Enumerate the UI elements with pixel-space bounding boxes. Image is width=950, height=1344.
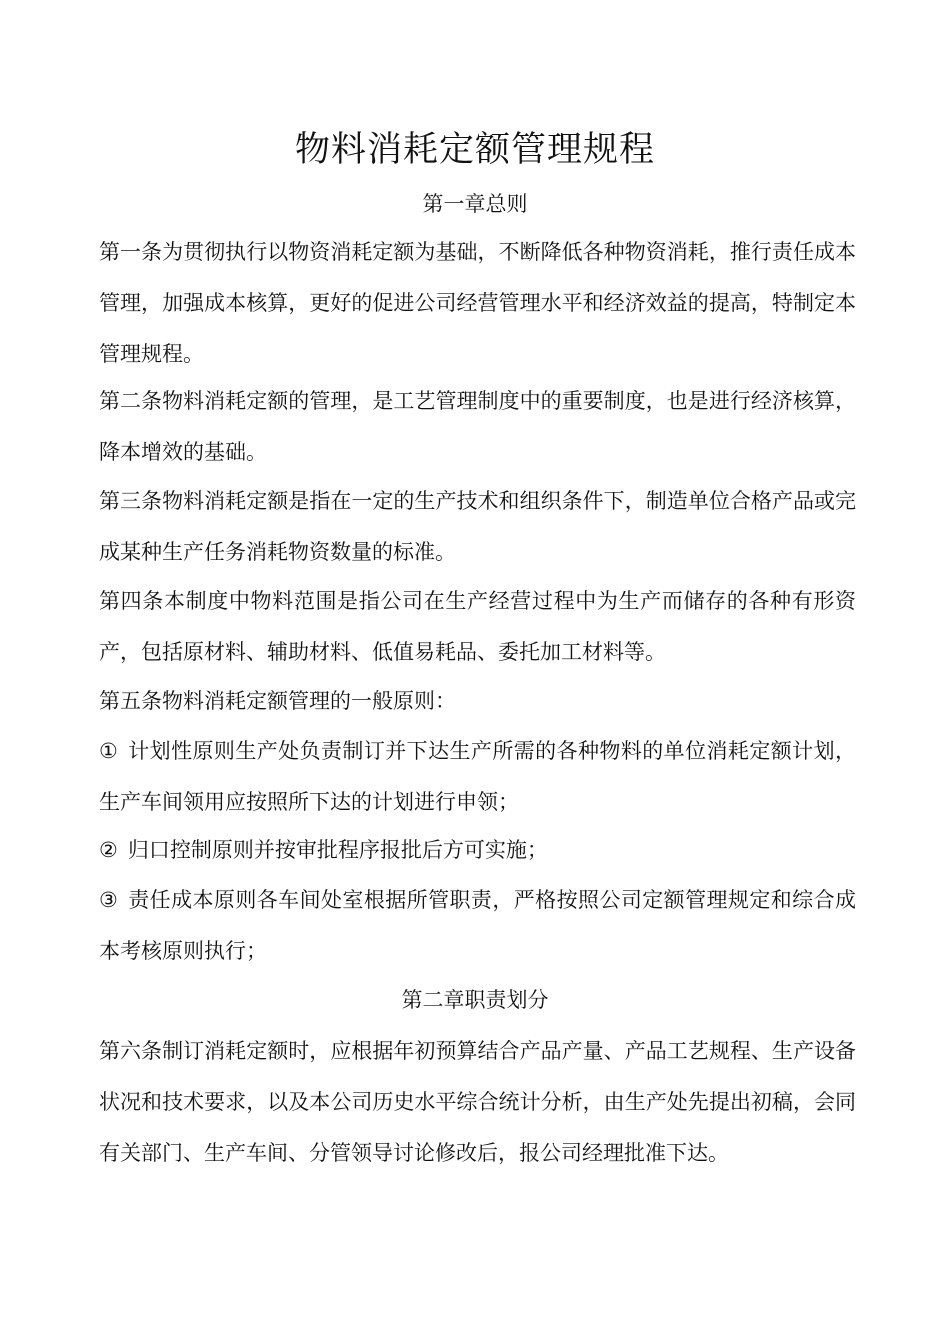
principle-2 xyxy=(99,825,856,876)
principle-1-number: ① xyxy=(99,739,118,763)
principle-1 xyxy=(99,726,856,828)
article-5: 第五条物料消耗定额管理的一般原则： xyxy=(99,689,456,713)
principle-1-text: 计划性原则生产处负责制订并下达生产所需的各种物料的单位消耗定额计划，生产车间领用应按照所下达的计划进行申领； xyxy=(99,739,856,814)
article-3: 第三条物料消耗定额是指在一定的生产技术和组织条件下，制造单位合格产品或完成某种生产任务消耗物资数量的标准。 xyxy=(99,489,856,564)
chapter-1-heading: 第一章总则 xyxy=(422,192,528,216)
principle-2-number: ② xyxy=(99,838,118,862)
chapter-2-heading: 第二章职责划分 xyxy=(401,988,549,1012)
document-title: 物料消耗定额管理规程 xyxy=(294,130,655,170)
principle-3 xyxy=(99,875,856,977)
article-6: 第六条制订消耗定额时，应根据年初预算结合产品产量、产品工艺规程、生产设备状况和技术要求，以及本公司历史水平综合统计分析，由生产处先提出初稿，会同有关部门、生产车间、分管领导讨论修改后，报公司经理批准下达。 xyxy=(99,1039,856,1165)
principle-3-number: ③ xyxy=(99,888,118,912)
article-2: 第二条物料消耗定额的管理，是工艺管理制度中的重要制度，也是进行经济核算，降本增效的基础。 xyxy=(99,389,856,464)
principle-3-text: 责任成本原则各车间处室根据所管职责，严格按照公司定额管理规定和综合成本考核原则执行； xyxy=(99,888,856,963)
article-1: 第一条为贯彻执行以物资消耗定额为基础，不断降低各种物资消耗，推行责任成本管理，加强成本核算，更好的促进公司经营管理水平和经济效益的提高，特制定本管理规程。 xyxy=(99,240,856,366)
principle-2-text: 归口控制原则并按审批程序报批后方可实施； xyxy=(127,838,548,862)
article-4: 第四条本制度中物料范围是指公司在生产经营过程中为生产而储存的各种有形资产，包括原材料、辅助材料、低值易耗品、委托加工材料等。 xyxy=(99,589,856,664)
